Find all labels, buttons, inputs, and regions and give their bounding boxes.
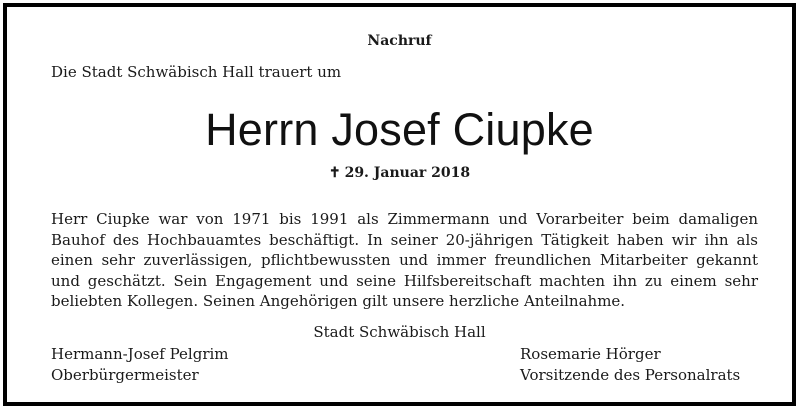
signatory-right	[520, 344, 740, 385]
cross-icon: ✝	[328, 165, 341, 181]
organization-name: Stadt Schwäbisch Hall	[313, 323, 486, 341]
deceased-name: Herrn Josef Ciupke	[205, 104, 594, 155]
notice-heading: Nachruf	[367, 33, 432, 49]
signatory-left-name: Hermann-Josef Pelgrim	[51, 345, 229, 363]
signatory-left-title: Oberbürgermeister	[51, 365, 199, 384]
obituary-frame	[3, 3, 796, 406]
intro-line: Die Stadt Schwäbisch Hall trauert um	[51, 63, 342, 81]
signatory-right-title: Vorsitzende des Personalrats	[520, 365, 741, 384]
signatory-right-name: Rosemarie Hörger	[520, 345, 661, 363]
obituary-body: Herr Ciupke war von 1971 bis 1991 als Zimmermann und Vorarbeiter beim damaligen Bauhof des Hochbauamtes beschäftigt. In seiner 20-jährigen Tätigkeit haben wir ihn als einen sehr zuverlässigen, pflichtbewussten und immer freundlichen Mitarbeiter gekannt und geschätzt. Sein Engagement und seine Hilfsbereitschaft machten ihn zu einem sehr beliebten Kollegen. Seinen Angehörigen gilt unsere herzliche Anteilnahme.	[51, 210, 758, 310]
signatory-left	[51, 344, 229, 385]
death-date-line	[7, 165, 792, 181]
death-date: 29. Januar 2018	[344, 165, 471, 181]
